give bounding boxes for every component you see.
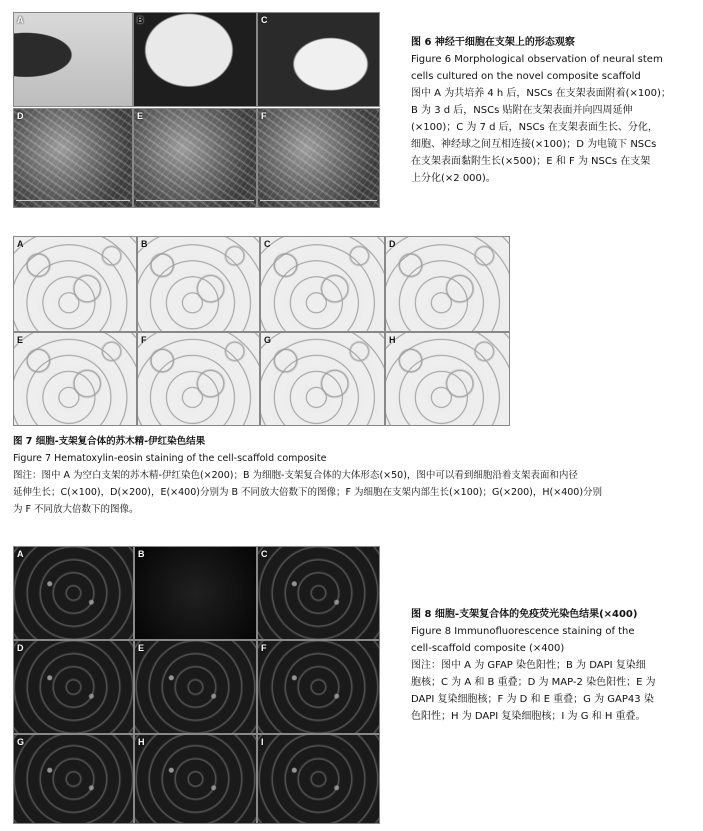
fig7-panel-b — [137, 236, 260, 332]
fig6-desc-line: (×100)；C 为 7 d 后，NSCs 在支架表面生长、分化， — [411, 122, 658, 133]
fig6-caption — [411, 34, 696, 187]
fig7-panel-h — [385, 332, 510, 426]
fig6-panel-b — [133, 12, 257, 107]
fig8-panel-e — [134, 640, 257, 734]
fig6-panel-c — [257, 12, 380, 107]
fig8-panel-c — [257, 546, 380, 640]
panel-label: B — [138, 549, 145, 559]
fig7-caption — [13, 433, 698, 518]
panel-label: E — [17, 335, 24, 345]
fig8-desc-line: DAPI 复染细胞核；F 为 D 和 E 重叠；G 为 GAP43 染 — [411, 694, 654, 705]
fig7-panel-e — [13, 332, 137, 426]
fig8-desc-line: 图注：图中 A 为 GFAP 染色阳性；B 为 DAPI 复染细 — [411, 660, 646, 671]
fig8-caption — [411, 606, 696, 725]
panel-label: C — [264, 239, 271, 249]
fig6-desc-line: 上分化(×2 000)。 — [411, 173, 496, 184]
fig7-panel-f — [137, 332, 260, 426]
fig8-title-cn: 图 8 细胞-支架复合体的免疫荧光染色结果(×400) — [411, 609, 638, 620]
fig6-desc-line: 图中 A 为共培养 4 h 后，NSCs 在支架表面附着(×100)； — [411, 88, 671, 99]
panel-label: E — [138, 643, 145, 653]
fig6-panel-e — [133, 108, 257, 208]
fig6-desc-line: 在支架表面黏附生长(×500)；E 和 F 为 NSCs 在支架 — [411, 156, 651, 167]
fig8-panel-a — [13, 546, 134, 640]
fig7-desc-line: 为 F 不同放大倍数下的图像。 — [13, 504, 139, 515]
scale-bar — [16, 200, 130, 206]
fig8-panel-b — [134, 546, 257, 640]
fig8-title-en: Figure 8 Immunofluorescence staining of the — [411, 626, 635, 637]
panel-label: B — [141, 239, 148, 249]
fig6-title-en: Figure 6 Morphological observation of neural stem — [411, 54, 663, 65]
panel-label: H — [138, 737, 145, 747]
panel-label: E — [137, 111, 144, 121]
panel-label: D — [17, 643, 24, 653]
fig6-panel-f — [257, 108, 380, 208]
fig6-panel-d — [13, 108, 133, 208]
panel-label: G — [264, 335, 272, 345]
panel-label: G — [17, 737, 25, 747]
panel-label: H — [389, 335, 396, 345]
panel-label: C — [261, 15, 268, 25]
panel-label: C — [261, 549, 268, 559]
fig8-panel-f — [257, 640, 380, 734]
fig6-panel-a — [13, 12, 133, 107]
panel-label: D — [389, 239, 396, 249]
fig7-panel-g — [260, 332, 385, 426]
panel-label: F — [261, 111, 267, 121]
fig7-title-cn: 图 7 细胞-支架复合体的苏木精-伊红染色结果 — [13, 436, 206, 447]
fig7-panel-a — [13, 236, 137, 332]
panel-label: A — [17, 549, 24, 559]
fig6-desc-line: 细胞、神经球之间互相连接(×100)；D 为电镜下 NSCs — [411, 139, 657, 150]
scale-bar — [260, 200, 377, 206]
fig8-panel-g — [13, 734, 134, 824]
fig7-panel-c — [260, 236, 385, 332]
fig6-desc-line: B 为 3 d 后，NSCs 贴附在支架表面并向四周延伸 — [411, 105, 633, 116]
panel-label: D — [17, 111, 24, 121]
panel-label: F — [261, 643, 267, 653]
fig6-title-cn: 图 6 神经干细胞在支架上的形态观察 — [411, 37, 575, 48]
fig7-desc-line: 图注：图中 A 为空白支架的苏木精-伊红染色(×200)；B 为细胞-支架复合体的大体形态(×50)，图中可以看到细胞沿着支架表面和内径 — [13, 470, 578, 481]
fig7-desc-line: 延伸生长；C(×100)，D(×200)，E(×400)分别为 B 不同放大倍数下的图像；F 为细胞在支架内部生长(×100)；G(×200)，H(×400)分别 — [13, 487, 603, 498]
fig7-title-en: Figure 7 Hematoxylin-eosin staining of the cell-scaffold composite — [13, 453, 327, 464]
panel-label: I — [261, 737, 264, 747]
scale-bar — [136, 200, 254, 206]
panel-label: F — [141, 335, 147, 345]
fig8-desc-line: 色阳性；H 为 DAPI 复染细胞核；I 为 G 和 H 重叠。 — [411, 711, 646, 722]
fig8-title-en: cell-scaffold composite (×400) — [411, 643, 565, 654]
panel-label: B — [137, 15, 144, 25]
fig8-panel-i — [257, 734, 380, 824]
fig7-panel-d — [385, 236, 510, 332]
panel-label: A — [17, 239, 24, 249]
fig8-desc-line: 胞核；C 为 A 和 B 重叠；D 为 MAP-2 染色阳性；E 为 — [411, 677, 656, 688]
fig8-panel-h — [134, 734, 257, 824]
fig8-panel-d — [13, 640, 134, 734]
fig6-title-en: cells cultured on the novel composite scaffold — [411, 71, 641, 82]
panel-label: A — [17, 15, 24, 25]
